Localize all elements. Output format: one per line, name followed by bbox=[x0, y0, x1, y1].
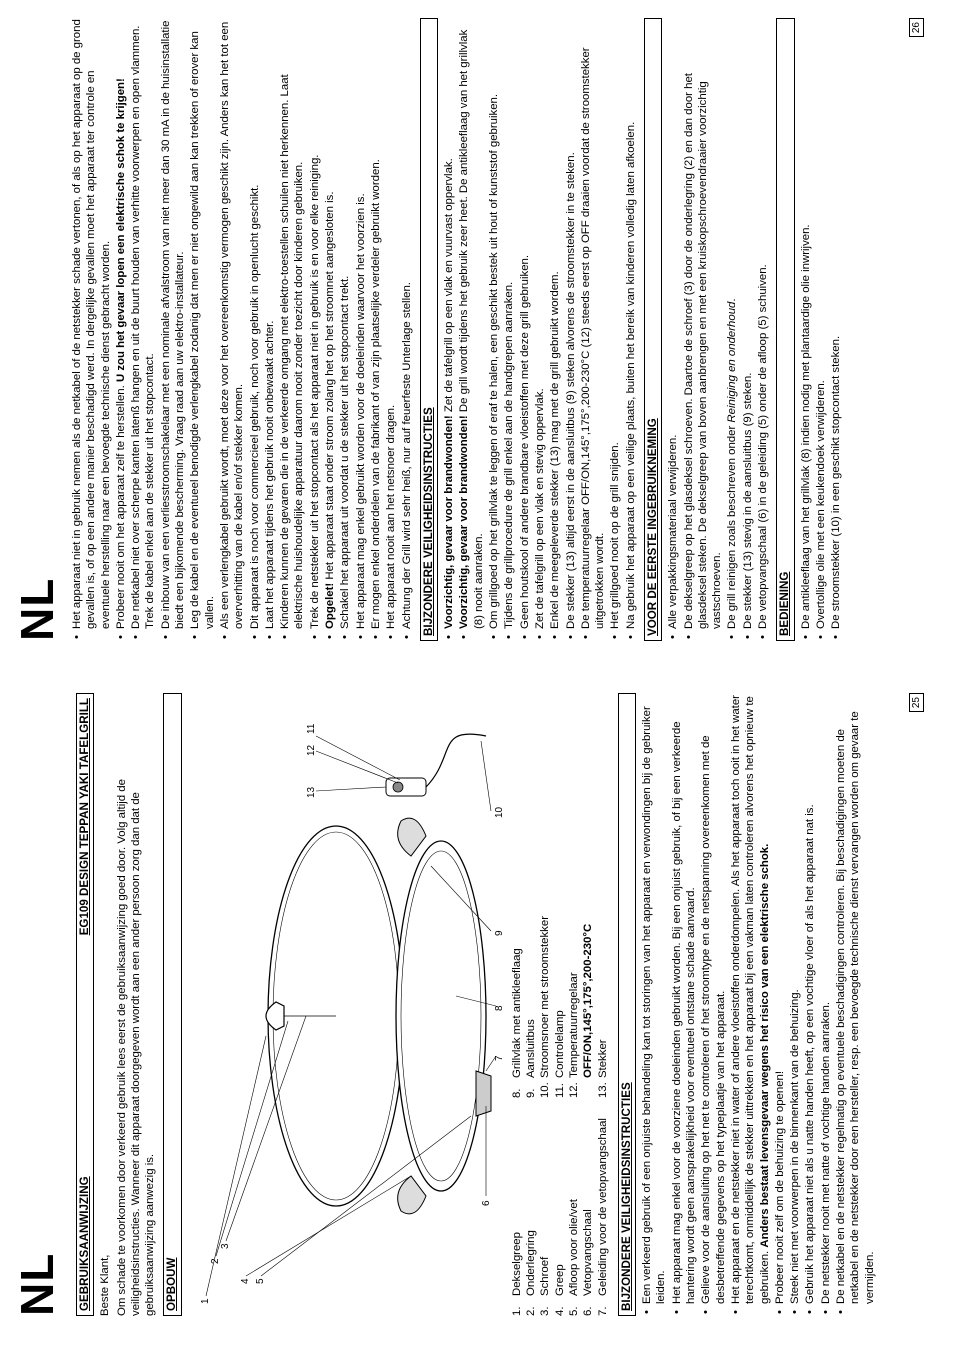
parts-list-item bbox=[596, 1118, 610, 1316]
part-number: 9. bbox=[525, 1088, 538, 1099]
part-number: 10. bbox=[539, 1082, 552, 1099]
list-item: • Het apparaat mag enkel voor de voorziene doeleinden gebruikt worden. Bij een onjuist gebruik, of bij een verkeerde hantering wordt geen aansprakelijkheid voor eventueel ontstane schade aanvaard. bbox=[670, 693, 699, 1304]
part-number: 1. bbox=[510, 1306, 523, 1316]
item-text: Het grillgoed nooit op de grill snijden. bbox=[609, 442, 622, 629]
shock-warning: Anders bestaat levensgevaar wegens het risico van een elektrische schok. bbox=[758, 843, 771, 1248]
part-label: Afloop voor olie/vet bbox=[567, 1199, 580, 1296]
parts-list-item bbox=[538, 916, 552, 1098]
list-item: • Gebruik het apparaat niet als u natte handen heeft, op een vochtige vloer of als het apparaat nat is. bbox=[803, 693, 817, 1304]
operation-list bbox=[799, 18, 844, 641]
part-number: 2. bbox=[525, 1306, 538, 1316]
item-text: Kinderen kunnen de gevaren die in de verkeerde omgang met elektro-toestellen schuilen niet herkennen. Laat elektrische huishoudelijke apparatuur daarom nooit zonder toezicht door kinderen gebruiken. bbox=[279, 74, 306, 629]
warning-lead: Voorzichtig, gevaar voor brandwonden! bbox=[443, 415, 456, 629]
first-use-heading: VOOR DE EERSTE INGEBRUIKNEMING bbox=[644, 18, 662, 641]
list-item bbox=[502, 18, 516, 629]
item-text: Enkel de meegeleverde stekker (13) mag met de grill gebruikt wordem. bbox=[549, 271, 562, 629]
part-number: 4. bbox=[553, 1306, 566, 1316]
parts-list-item bbox=[524, 916, 538, 1098]
list-item bbox=[188, 18, 217, 629]
diagram-label-2: 2 bbox=[209, 1258, 221, 1264]
list-item bbox=[70, 18, 113, 629]
item-text: Leg de kabel en de eventueel benodigde verlengkabel zodanig dat men er niet ongewild aan kan trekken of erover kan vallen. bbox=[189, 31, 216, 629]
part-number: 6. bbox=[582, 1306, 595, 1316]
item-text: Probeer nooit om het apparaat zelf te herstellen. bbox=[114, 382, 127, 629]
list-item bbox=[369, 18, 383, 629]
item-text: De stekker (13) altijd eerst in de aansluitbus (9) steken alvorens de stroomstekker in te steken. bbox=[564, 152, 577, 629]
diagram-label-8: 8 bbox=[493, 1005, 504, 1011]
item-text: Alle verpakkingsmateriaal verwijderen. bbox=[667, 434, 680, 629]
parts-column-1 bbox=[510, 1118, 610, 1316]
list-item bbox=[248, 18, 262, 629]
item-text: Geen houtskool of andere brandbare vloeistoffen met deze grill gebruiken. bbox=[518, 254, 531, 629]
list-item: • Gelieve voor de aansluiting op het net te controleren of het stroomtype en de netspanning overeenkomen met de desbetreffende gegevens op het typeplaatje van het apparaat. bbox=[699, 693, 728, 1304]
model-title: EG109 DESIGN TEPPAN YAKI TAFELGRILL bbox=[78, 698, 91, 936]
item-text: De stekker (13) stevig in de aansluitbus (9) steken. bbox=[741, 372, 754, 629]
list-item bbox=[278, 18, 307, 629]
special-safety-list bbox=[442, 18, 638, 641]
list-item bbox=[756, 18, 770, 629]
list-item bbox=[624, 18, 638, 629]
list-item bbox=[338, 18, 352, 629]
item-text: De grill reinigen zoals beschreven onder bbox=[726, 422, 739, 629]
list-item bbox=[533, 18, 547, 629]
item-text: De vetopvangschaal (6) in de geleiding (5) onder de afloop (5) schuiven. bbox=[757, 264, 770, 629]
part-label: Controlelamp bbox=[553, 1010, 566, 1079]
part-label: Vetopvangschaal bbox=[582, 1209, 595, 1296]
parts-list-item bbox=[553, 916, 567, 1098]
opbouw-heading: OPBOUW bbox=[163, 693, 181, 1316]
part-label: Onderlegring bbox=[525, 1230, 538, 1296]
list-item bbox=[564, 18, 578, 629]
safety-heading: BIJZONDERE VEILIGHEIDSINSTRUCTIES bbox=[618, 693, 636, 1316]
first-use-list bbox=[666, 18, 770, 641]
parts-list bbox=[510, 693, 610, 1316]
item-bold: U zou het gevaar lopen een elektrische schok te krijgen! bbox=[114, 78, 127, 383]
part-number: 13. bbox=[596, 1082, 609, 1099]
list-item bbox=[725, 18, 739, 629]
parts-list-item bbox=[596, 916, 610, 1098]
diagram-label-3: 3 bbox=[219, 1243, 231, 1249]
list-item bbox=[457, 18, 486, 629]
list-item bbox=[518, 18, 532, 629]
warning-lead: Voorzichtig, gevaar voor brandwonden! bbox=[458, 415, 471, 629]
diagram-label-5: 5 bbox=[254, 1278, 266, 1284]
part-number: 5. bbox=[567, 1306, 580, 1316]
list-item bbox=[384, 18, 398, 629]
list-item bbox=[548, 18, 562, 629]
parts-list-item bbox=[567, 916, 581, 1098]
list-item: • Een verkeerd gebruik of een onjuiste behandeling kan tot storingen van het apparaat en verwondingen bij de gebruiker leiden. bbox=[640, 693, 669, 1304]
parts-list-item bbox=[510, 916, 524, 1098]
safety-list bbox=[640, 693, 877, 1316]
warning-lead: Opgelet! bbox=[324, 582, 337, 629]
item-text: Dit apparaat is noch voor commercieel gebruik, noch voor gebruik in openlucht geschikt. bbox=[248, 184, 261, 629]
list-item bbox=[323, 18, 337, 629]
list-item: • De stroomstekker (10) in een geschikt stopcontact steken. bbox=[829, 18, 843, 629]
list-item bbox=[487, 18, 501, 629]
greeting: Beste Klant, bbox=[99, 1254, 112, 1316]
item-text: Als een verlengkabel gebruikt wordt, moet deze voor het overeenkomstig vermogen geschikt zijn. Anders kan het tot een oververhitting van de kabel en/of stekker komen. bbox=[218, 21, 246, 629]
diagram-label-10: 10 bbox=[493, 806, 504, 818]
item-text: . bbox=[726, 298, 739, 302]
parts-list-item bbox=[510, 1118, 524, 1316]
item-text: Laat het apparaat tijdens het gebruik nooit onbewaakt achter. bbox=[263, 320, 276, 629]
diagram-label-12: 12 bbox=[305, 744, 317, 756]
part-number: 3. bbox=[539, 1306, 552, 1316]
part-number: 12. bbox=[567, 1082, 580, 1099]
part-label: Stroomsnoer met stroomstekker bbox=[539, 915, 552, 1079]
language-code: NL bbox=[11, 577, 63, 641]
parts-list-item bbox=[581, 1118, 595, 1316]
list-item: • Steek niet met voorwerpen in de binnenkant van de behuizing. bbox=[788, 693, 802, 1304]
list-item bbox=[129, 18, 158, 629]
page-number: 26 bbox=[909, 18, 924, 37]
list-item bbox=[579, 18, 608, 629]
item-text: Om grillgoed op het grillvlak te leggen of eraf te halen, een geschikt bestek uit hout of kunststof gebruiken. bbox=[488, 93, 501, 629]
page-number: 25 bbox=[909, 693, 924, 712]
list-item bbox=[159, 18, 188, 629]
item-text: Het apparaat mag enkel gebruikt worden voor de doeleinden waarvoor het voorzien is. bbox=[354, 193, 367, 629]
general-safety-list bbox=[70, 18, 414, 641]
part-label: OFF/ON,145°,175°,200-230°C bbox=[582, 923, 595, 1079]
intro-text: Om schade te voorkomen door verkeerd gebruik lees eerst de gebruiksaanwijzing goed door. Volg altijd de veiligheidsinstructies. Wanneer dit apparaat doorgegeven wordt aan een ander persoon zorg dan dat de gebruiksaanwijzing aanwezig is. bbox=[115, 779, 157, 1316]
list-item: • De netstekker nooit met natte of vochtige handen aanraken. bbox=[819, 693, 833, 1304]
item-text: Trek de netstekker uit het stopcontact als het apparaat niet in gebruik is en voor elke reiniging. bbox=[308, 154, 321, 629]
item-text: Achtung der Grill wird sehr heiß, nur auf feuerfeste Unterlage stellen. bbox=[400, 282, 413, 629]
list-item bbox=[354, 18, 368, 629]
list-item bbox=[263, 18, 277, 629]
product-diagram bbox=[186, 693, 504, 1316]
grill-illustration bbox=[186, 711, 504, 1316]
item-text: De temperatuurregelaar OFF/ON,145°,175°,200-230°C (12) steeds eerst op OFF draaien voordat de stroomstekker uitgetrokken wordt. bbox=[579, 47, 607, 629]
part-number: 8. bbox=[510, 1088, 523, 1099]
parts-list-item bbox=[538, 1118, 552, 1316]
part-label: Grillvlak met antikleeflaag bbox=[510, 948, 523, 1079]
safety2-heading: BIJZONDERE VEILIGHEIDSINSTRUCTIES bbox=[420, 18, 438, 641]
item-text: De netkabel niet over scherpe kanten latenß hangen en uit de buurt houden van verhitte voorwerpen en open vlammen. Trek de kabel enkel aan de stekker uit het stopcontact. bbox=[130, 25, 157, 629]
item-text: De inbouw van een verliesstroomschakelaar met een nominale afvalstroom van niet meer dan 30 mA in de huisinstallatie biedt een bijkomende bescherming. Vraag raad aan uw elektro-installateur. bbox=[159, 20, 187, 629]
bediening-heading: BEDIENING bbox=[776, 18, 794, 641]
item-text: Er mogen enkel onderdelen van de fabrikant of van zijn plaatselijke verdeler gebruikt worden. bbox=[369, 159, 382, 629]
item-text: Het apparaat niet in gebruik nemen als de netkabel of de netstekker schade vertonen, of als op het apparaat op de grond gevallen is, of op een andere manier beschadigd werd. In dergelijke gevallen moet het apparaat ter controle en eventuele herstelling naar een bevoegde technische dienst gebracht worden. bbox=[71, 19, 112, 629]
list-item: • Het apparaat en de netstekker niet in water of andere vloeistoffen onderdompelen. Als het apparaat toch ooit in het water terechtkomt, onmiddellijk de stekker uittrekken en het apparaat bij een vakman laten controleren alvorens het opnieuw te gebruiken. Anders bestaat levensgevaar wegens het risico van een elektrische schok. bbox=[729, 693, 772, 1304]
list-item bbox=[682, 18, 725, 629]
part-label: Stekker bbox=[596, 1039, 609, 1079]
part-label: Temperatuurregelaar bbox=[567, 972, 580, 1079]
part-number: 7. bbox=[596, 1306, 609, 1316]
parts-list-item bbox=[567, 1118, 581, 1316]
diagram-label-4: 4 bbox=[239, 1278, 251, 1284]
diagram-label-9: 9 bbox=[493, 930, 504, 936]
item-text: Na gebruik het apparaat op een veilige plaats, buiten het bereik van kinderen volledig laten afkoelen. bbox=[624, 121, 637, 629]
parts-column-2 bbox=[510, 916, 610, 1098]
manual-header bbox=[76, 693, 94, 1316]
list-item: • Probeer nooit zelf om de behuizing te openen! bbox=[773, 693, 787, 1304]
diagram-label-6: 6 bbox=[480, 1200, 492, 1206]
list-item bbox=[741, 18, 755, 629]
part-label: Greep bbox=[553, 1264, 566, 1296]
item-text: Schakel het apparaat uit voordat u de stekker uit het stopcontact trekt. bbox=[339, 275, 352, 629]
parts-list-item bbox=[553, 1118, 567, 1316]
manual-title: GEBRUIKSAANWIJZING bbox=[78, 1176, 91, 1311]
item-text: Het apparaat staat onder stroom zolang het op het stroomnet aangesloten is. bbox=[324, 191, 337, 583]
part-number bbox=[581, 1078, 595, 1098]
item-text: Het apparaat nooit aan het netsnoer dragen. bbox=[385, 404, 398, 629]
item-text: De grill wordt tijdens het gebruik zeer heet. De antikleeflaag van het grillvlak (8) nooit aanraken. bbox=[458, 29, 485, 629]
diagram-label-7: 7 bbox=[493, 1055, 504, 1061]
list-item: • Overtollige olie met een keukendoek verwijderen. bbox=[814, 18, 828, 629]
item-text: Tijdens de grillprocedure de grill enkel aan de handgrepen aanraken. bbox=[503, 281, 516, 629]
part-number: 11. bbox=[553, 1083, 566, 1099]
list-item bbox=[114, 18, 128, 629]
parts-list-item bbox=[581, 916, 595, 1098]
item-text: Zet de tafelgrill op een vlak en stevig oppervlak. bbox=[533, 388, 546, 629]
item-italic: Reiniging en onderhoud bbox=[726, 301, 739, 423]
item-text: De dekselgreep op het glasdeksel schroeven. Daartoe de schroef (3) door de onderlegring (2) en dan door het glasdeksel steken. De dekselgreep van boven aanbrengen en met een kruiskopschroevendraaier voorzichtig vastschroeven. bbox=[682, 73, 724, 629]
diagram-label-1: 1 bbox=[199, 1298, 211, 1304]
list-item bbox=[666, 18, 680, 629]
part-label: Geleiding voor de vetopvangschaal bbox=[596, 1118, 609, 1296]
page-25 bbox=[0, 675, 954, 1350]
list-item bbox=[442, 18, 456, 629]
part-label: Schroef bbox=[539, 1256, 552, 1296]
list-item bbox=[608, 18, 622, 629]
part-label: Dekselgreep bbox=[510, 1232, 523, 1296]
diagram-label-11: 11 bbox=[305, 723, 317, 734]
list-item: • De netkabel en de netstekker regelmatig op eventuele beschadigingen controleren. Bij beschadigingen moeten de netkabel en de netstekker door een hersteller, resp. een bevoegde technische dienst vervangen worden om gevaar te vermijden. bbox=[834, 693, 877, 1304]
language-code: NL bbox=[11, 1252, 63, 1316]
list-item: • De antikleeflaag van het grillvlak (8) indien nodig met plantaardige olie inwrijven. bbox=[799, 18, 813, 629]
item-text: Zet de tafelgrill op een vlak en vuurvast oppervlak. bbox=[443, 158, 456, 416]
diagram-label-13: 13 bbox=[305, 786, 317, 798]
part-label: Aansluitbus bbox=[525, 1019, 538, 1079]
list-item bbox=[308, 18, 322, 629]
list-item bbox=[218, 18, 247, 629]
parts-list-item bbox=[524, 1118, 538, 1316]
list-item bbox=[400, 18, 414, 629]
